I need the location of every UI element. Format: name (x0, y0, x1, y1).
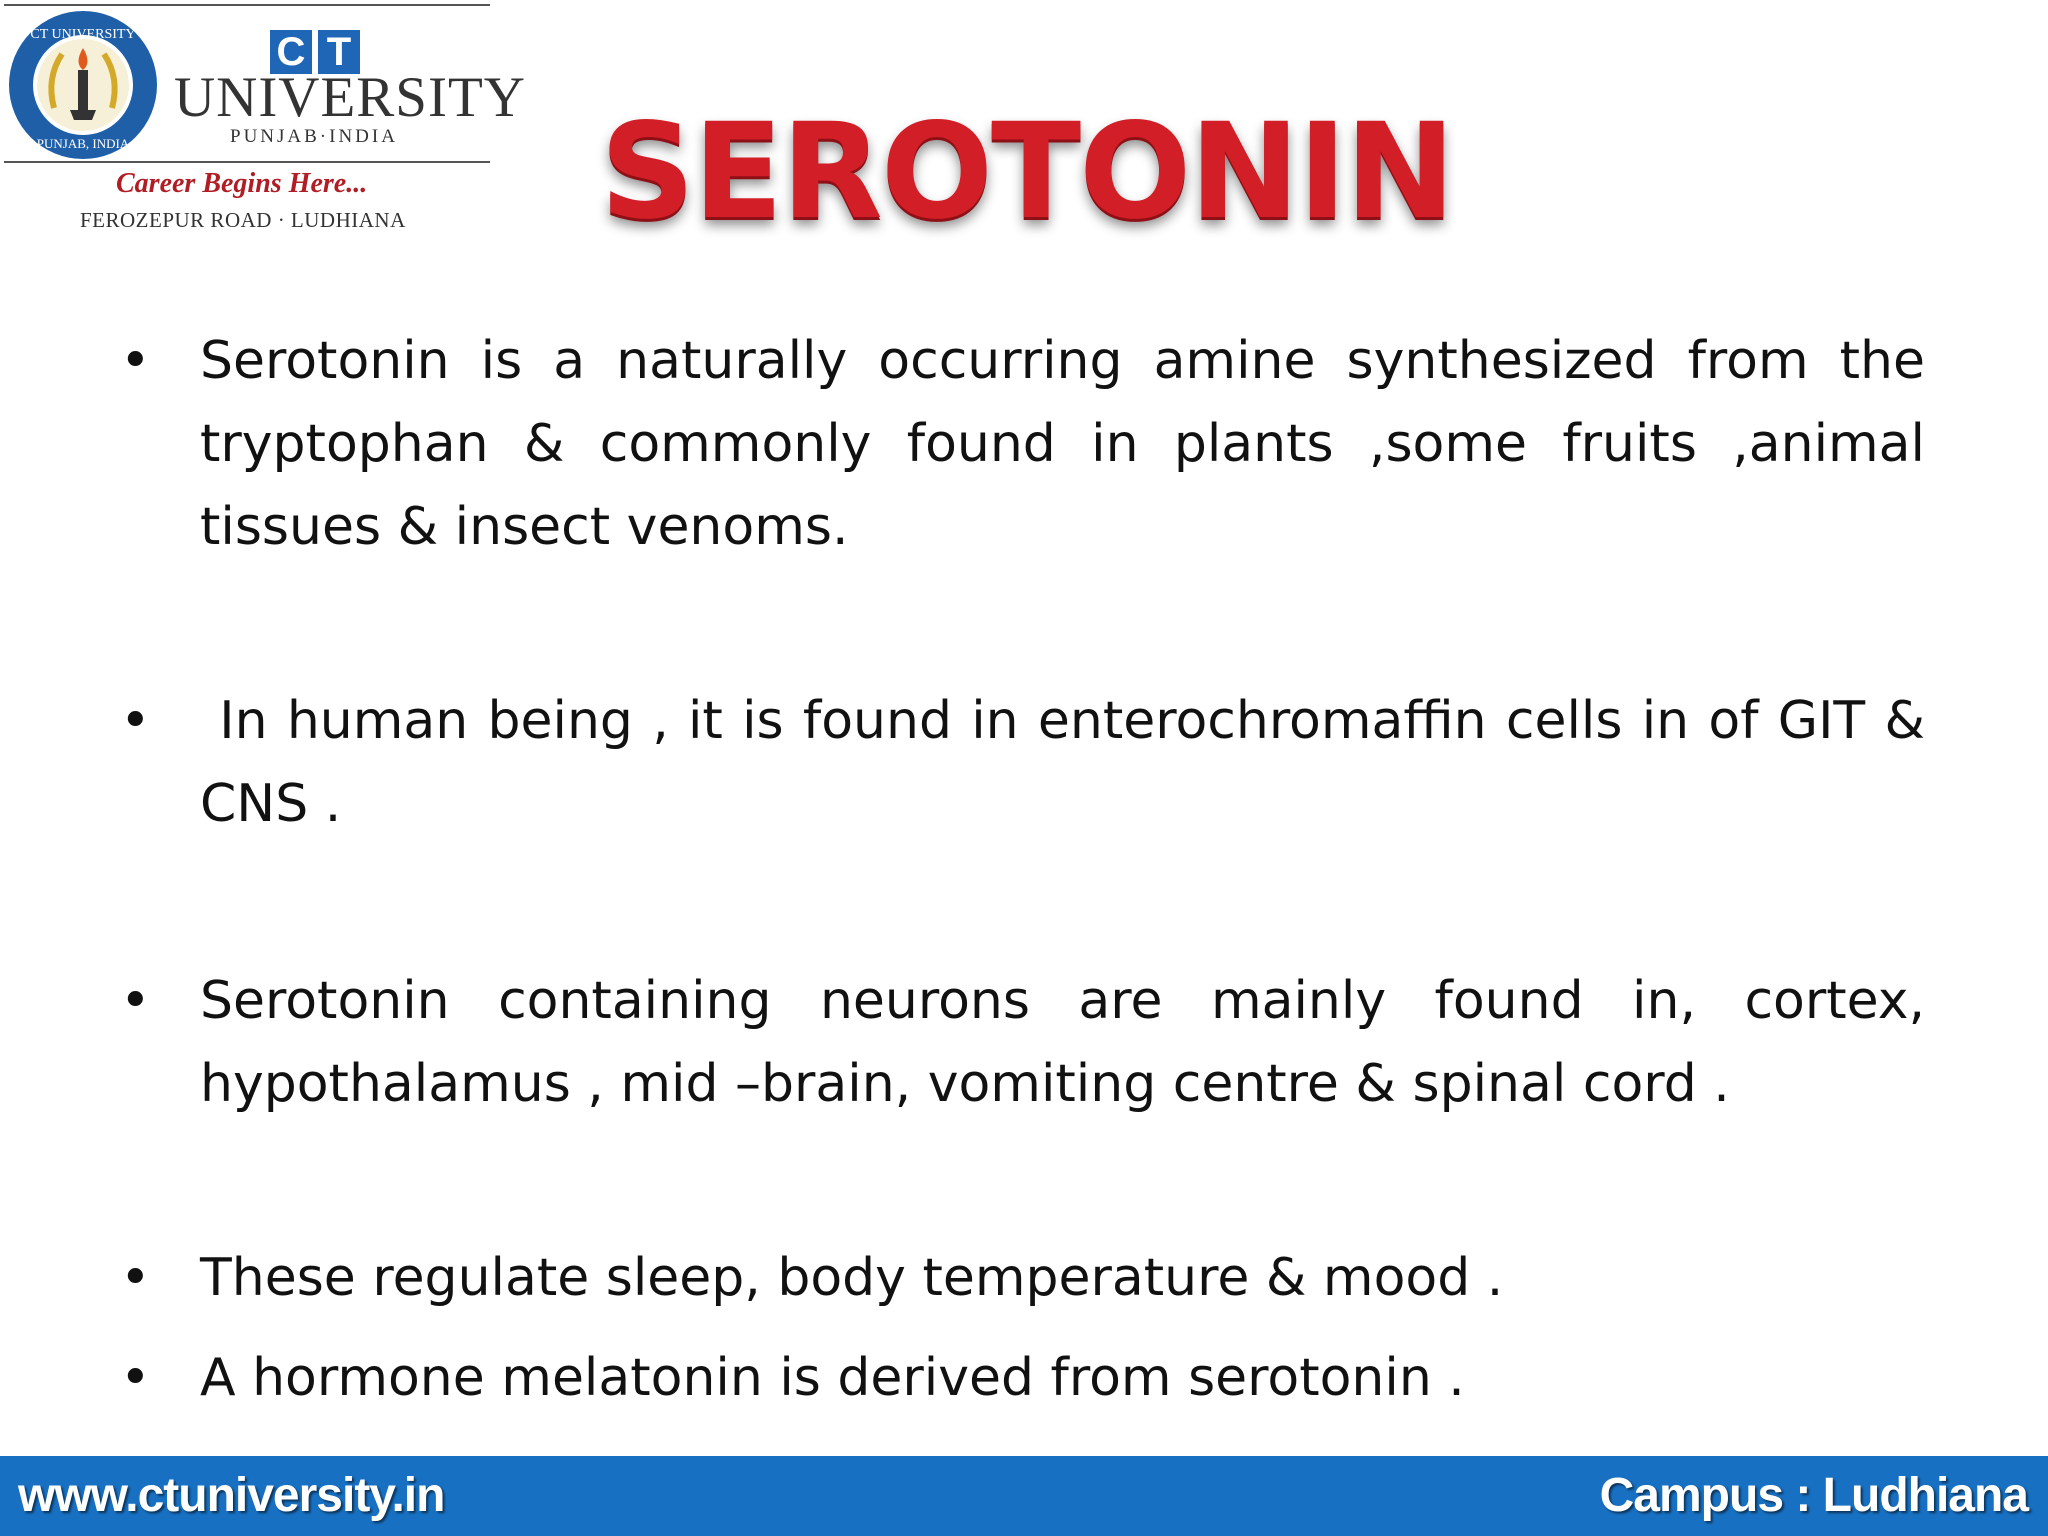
slide-title: SEROTONIN (600, 95, 1454, 249)
bullet-item (120, 1237, 1925, 1320)
footer-campus: Campus : Ludhiana (1599, 1469, 2028, 1522)
university-address: FEROZEPUR ROAD · LUDHIANA (80, 208, 406, 232)
bullet-symbol: • (120, 1248, 151, 1308)
bullet-text: A hormone melatonin is derived from serotonin . (200, 1348, 1465, 1408)
bullet-text: Serotonin containing neurons are mainly found in, cortex, hypothalamus , mid –brain, vomiting centre & spinal cord . (200, 971, 1925, 1114)
logo-divider-top (4, 4, 490, 6)
university-location: PUNJAB·INDIA (230, 126, 398, 147)
university-logo (4, 4, 526, 234)
university-name: UNIVERSITY (174, 66, 526, 129)
bullet-item (120, 680, 1942, 846)
ct-letter-t: T (318, 30, 360, 74)
bullet-symbol: • (120, 1348, 151, 1408)
bullet-text: Serotonin is a naturally occurring amine synthesized from the tryptophan & commonly found in plants ,some fruits ,animal tissues & insect venoms. (200, 331, 1925, 557)
bullet-text: These regulate sleep, body temperature & mood . (200, 1248, 1504, 1308)
bullet-item (120, 1337, 1925, 1420)
bullet-symbol: • (120, 331, 151, 391)
bullet-item (120, 320, 1925, 569)
bullet-text: In human being , it is found in enterochromaffin cells in of GIT & CNS . (200, 691, 1942, 834)
bullet-symbol: • (120, 691, 151, 751)
footer-bar (0, 1456, 2048, 1536)
footer-website: www.ctuniversity.in (18, 1469, 445, 1522)
logo-divider-bottom (4, 161, 490, 163)
bullet-item (120, 960, 1925, 1126)
university-tagline: Career Begins Here... (116, 168, 368, 199)
svg-text:CT UNIVERSITY: CT UNIVERSITY (30, 27, 136, 42)
svg-text:PUNJAB, INDIA: PUNJAB, INDIA (36, 136, 130, 151)
ct-letter-c: C (270, 30, 312, 74)
university-seal-icon (6, 8, 160, 162)
bullet-symbol: • (120, 971, 151, 1031)
